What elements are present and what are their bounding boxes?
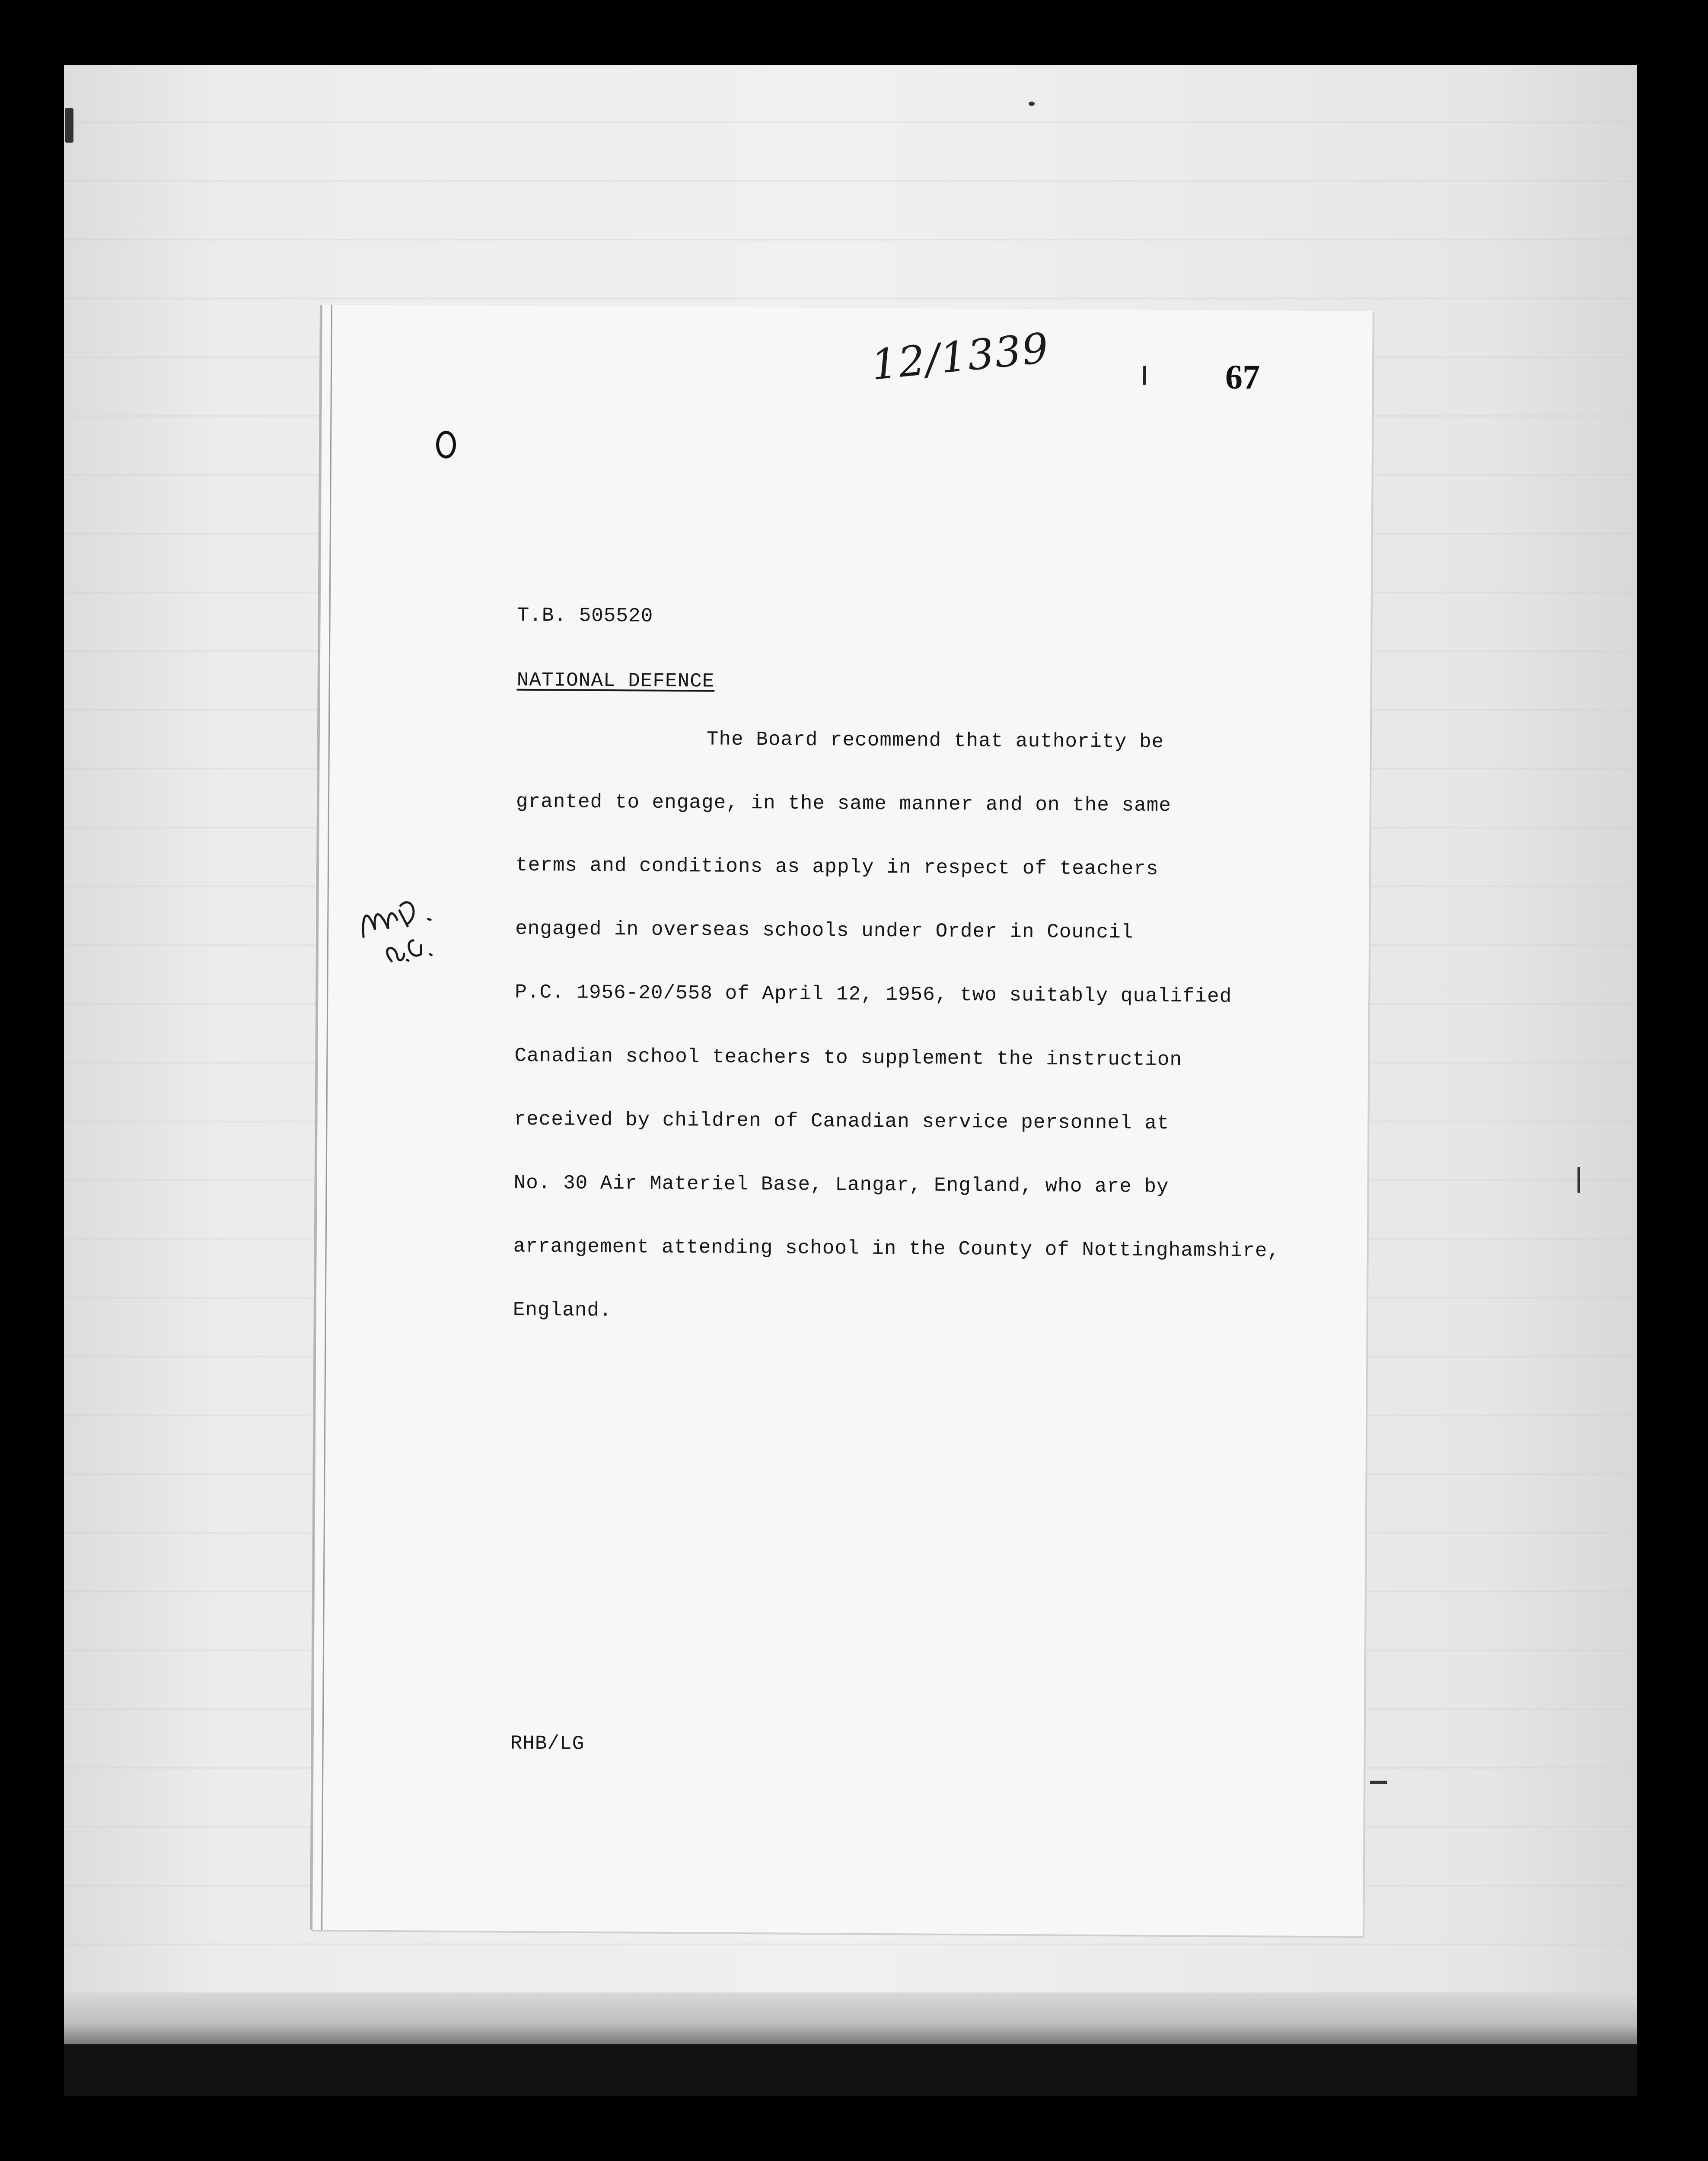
document-body (513, 725, 1359, 1366)
typed-document-page (310, 305, 1373, 1936)
body-line: No. 30 Air Materiel Base, Langar, England, who are by (513, 1171, 1169, 1198)
body-line: engaged in overseas schools under Order in Council (515, 917, 1134, 944)
body-line: received by children of Canadian service personnel at (514, 1108, 1169, 1135)
body-line: Canadian school teachers to supplement the instruction (514, 1044, 1182, 1071)
scanner-bottom-edge (64, 1992, 1637, 2096)
body-line: P.C. 1956-20/558 of April 12, 1956, two suitably qualified (515, 981, 1232, 1008)
body-line: terms and conditions as apply in respect of teachers (515, 854, 1159, 880)
tick-mark (1143, 366, 1146, 385)
scan-speck (1029, 102, 1035, 106)
scan-speck (1577, 1167, 1580, 1193)
body-line: The Board recommend that authority be (706, 728, 1164, 753)
body-line: arrangement attending school in the County of Nottinghamshire, (513, 1235, 1280, 1262)
scan-speck (65, 108, 73, 143)
scanner-light-strip (64, 1992, 1637, 2044)
handwritten-initials-mark (351, 884, 455, 984)
page-edge-line (321, 305, 332, 1930)
document-heading: NATIONAL DEFENCE (516, 669, 715, 693)
scan-speck (1370, 1781, 1387, 1784)
body-line: England. (513, 1298, 612, 1322)
handwritten-initials (351, 884, 455, 984)
punch-hole-icon (436, 431, 456, 459)
handwritten-file-reference: 12/1339 (869, 324, 1052, 390)
treasury-board-number: T.B. 505520 (517, 604, 653, 628)
page-number: 67 (1225, 358, 1260, 397)
typist-reference: RHB/LG (510, 1732, 585, 1755)
body-line: granted to engage, in the same manner and on the same (516, 790, 1172, 817)
